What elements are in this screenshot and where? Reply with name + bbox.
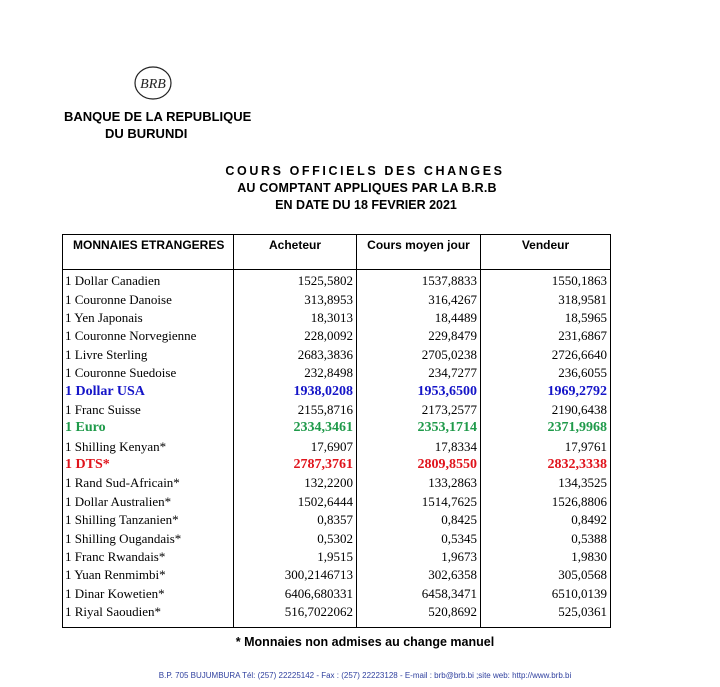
brb-logo — [133, 65, 173, 101]
mid-rate: 316,4267 — [357, 290, 481, 308]
sell-rate: 134,3525 — [481, 474, 611, 492]
buy-rate: 2787,3761 — [234, 456, 357, 474]
table-row — [63, 456, 611, 474]
table-row — [63, 290, 611, 308]
mid-rate: 2809,8550 — [357, 456, 481, 474]
footnote: * Monnaies non admises au change manuel — [235, 635, 495, 649]
mid-rate: 2705,0238 — [357, 346, 481, 364]
table-row — [63, 309, 611, 327]
mid-rate: 18,4489 — [357, 309, 481, 327]
buy-rate: 1525,5802 — [234, 270, 357, 291]
buy-rate: 0,5302 — [234, 529, 357, 547]
buy-rate: 2683,3836 — [234, 346, 357, 364]
currency-name: 1 Euro — [63, 419, 234, 437]
mid-rate: 1,9673 — [357, 548, 481, 566]
buy-rate: 0,8357 — [234, 511, 357, 529]
sell-rate: 6510,0139 — [481, 585, 611, 603]
currency-name: 1 Dollar Australien* — [63, 493, 234, 511]
table-row — [63, 419, 611, 437]
contact-footer: B.P. 705 BUJUMBURA Tél: (257) 22225142 - Fax : (257) 22223128 - E-mail : brb@brb.bi ;site web: http://www.brb.bi — [158, 671, 572, 680]
table-row — [63, 585, 611, 603]
exchange-rates-table — [62, 234, 611, 628]
sell-rate: 1526,8806 — [481, 493, 611, 511]
table-row — [63, 438, 611, 456]
col-header-sell: Vendeur — [481, 235, 611, 270]
sell-rate: 2190,6438 — [481, 401, 611, 419]
buy-rate: 1502,6444 — [234, 493, 357, 511]
buy-rate: 17,6907 — [234, 438, 357, 456]
table-body — [63, 270, 611, 628]
currency-name: 1 Franc Rwandais* — [63, 548, 234, 566]
spacer-cell — [63, 621, 234, 628]
table-row — [63, 548, 611, 566]
mid-rate: 2173,2577 — [357, 401, 481, 419]
spacer-cell — [481, 621, 611, 628]
currency-name: 1 Yuan Renmimbi* — [63, 566, 234, 584]
sell-rate: 231,6867 — [481, 327, 611, 345]
table-row — [63, 401, 611, 419]
sell-rate: 305,0568 — [481, 566, 611, 584]
title-date: EN DATE DU 18 FEVRIER 2021 — [275, 198, 457, 212]
buy-rate: 2334,3461 — [234, 419, 357, 437]
title-line2: AU COMPTANT APPLIQUES PAR LA B.R.B — [237, 181, 497, 195]
buy-rate: 6406,680331 — [234, 585, 357, 603]
mid-rate: 133,2863 — [357, 474, 481, 492]
mid-rate: 0,5345 — [357, 529, 481, 547]
table-row — [63, 270, 611, 291]
col-header-mid: Cours moyen jour — [357, 235, 481, 270]
sell-rate: 1550,1863 — [481, 270, 611, 291]
currency-name: 1 Dollar USA — [63, 382, 234, 400]
buy-rate: 18,3013 — [234, 309, 357, 327]
table-row — [63, 603, 611, 621]
buy-rate: 1938,0208 — [234, 382, 357, 400]
table-bottom-spacer — [63, 621, 611, 628]
currency-name: 1 Shilling Kenyan* — [63, 438, 234, 456]
mid-rate: 1537,8833 — [357, 270, 481, 291]
col-header-currencies: MONNAIES ETRANGERES — [63, 235, 234, 270]
mid-rate: 1953,6500 — [357, 382, 481, 400]
mid-rate: 0,8425 — [357, 511, 481, 529]
currency-name: 1 Rand Sud-Africain* — [63, 474, 234, 492]
currency-name: 1 Livre Sterling — [63, 346, 234, 364]
currency-name: 1 Couronne Norvegienne — [63, 327, 234, 345]
mid-rate: 1514,7625 — [357, 493, 481, 511]
table-row — [63, 474, 611, 492]
currency-name: 1 Dollar Canadien — [63, 270, 234, 291]
mid-rate: 520,8692 — [357, 603, 481, 621]
sell-rate: 1969,2792 — [481, 382, 611, 400]
sell-rate: 0,8492 — [481, 511, 611, 529]
bank-name — [64, 108, 251, 142]
mid-rate: 229,8479 — [357, 327, 481, 345]
table-row — [63, 493, 611, 511]
table-row — [63, 346, 611, 364]
sell-rate: 2832,3338 — [481, 456, 611, 474]
currency-name: 1 Dinar Kowetien* — [63, 585, 234, 603]
buy-rate: 516,7022062 — [234, 603, 357, 621]
sell-rate: 17,9761 — [481, 438, 611, 456]
mid-rate: 234,7277 — [357, 364, 481, 382]
spacer-cell — [357, 621, 481, 628]
document-title — [0, 163, 720, 214]
sell-rate: 236,6055 — [481, 364, 611, 382]
buy-rate: 228,0092 — [234, 327, 357, 345]
buy-rate: 2155,8716 — [234, 401, 357, 419]
buy-rate: 232,8498 — [234, 364, 357, 382]
currency-name: 1 Couronne Suedoise — [63, 364, 234, 382]
currency-name: 1 Riyal Saoudien* — [63, 603, 234, 621]
col-header-buy: Acheteur — [234, 235, 357, 270]
currency-name: 1 Couronne Danoise — [63, 290, 234, 308]
currency-name: 1 Shilling Ougandais* — [63, 529, 234, 547]
table-row — [63, 529, 611, 547]
sell-rate: 2726,6640 — [481, 346, 611, 364]
buy-rate: 300,2146713 — [234, 566, 357, 584]
currency-name: 1 Yen Japonais — [63, 309, 234, 327]
mid-rate: 17,8334 — [357, 438, 481, 456]
buy-rate: 313,8953 — [234, 290, 357, 308]
table-row — [63, 566, 611, 584]
spacer-cell — [234, 621, 357, 628]
bank-name-line1: BANQUE DE LA REPUBLIQUE — [64, 109, 252, 124]
buy-rate: 132,2200 — [234, 474, 357, 492]
title-line1: COURS OFFICIELS DES CHANGES — [225, 164, 505, 178]
currency-name: 1 Franc Suisse — [63, 401, 234, 419]
svg-text:BRB: BRB — [140, 77, 166, 92]
currency-name: 1 DTS* — [63, 456, 234, 474]
sell-rate: 2371,9968 — [481, 419, 611, 437]
sell-rate: 318,9581 — [481, 290, 611, 308]
table-row — [63, 382, 611, 400]
table-row — [63, 364, 611, 382]
buy-rate: 1,9515 — [234, 548, 357, 566]
sell-rate: 0,5388 — [481, 529, 611, 547]
table-row — [63, 327, 611, 345]
table-header-row — [63, 235, 611, 270]
mid-rate: 6458,3471 — [357, 585, 481, 603]
sell-rate: 18,5965 — [481, 309, 611, 327]
currency-name: 1 Shilling Tanzanien* — [63, 511, 234, 529]
sell-rate: 1,9830 — [481, 548, 611, 566]
mid-rate: 302,6358 — [357, 566, 481, 584]
bank-name-line2: DU BURUNDI — [105, 126, 188, 141]
sell-rate: 525,0361 — [481, 603, 611, 621]
mid-rate: 2353,1714 — [357, 419, 481, 437]
table-row — [63, 511, 611, 529]
